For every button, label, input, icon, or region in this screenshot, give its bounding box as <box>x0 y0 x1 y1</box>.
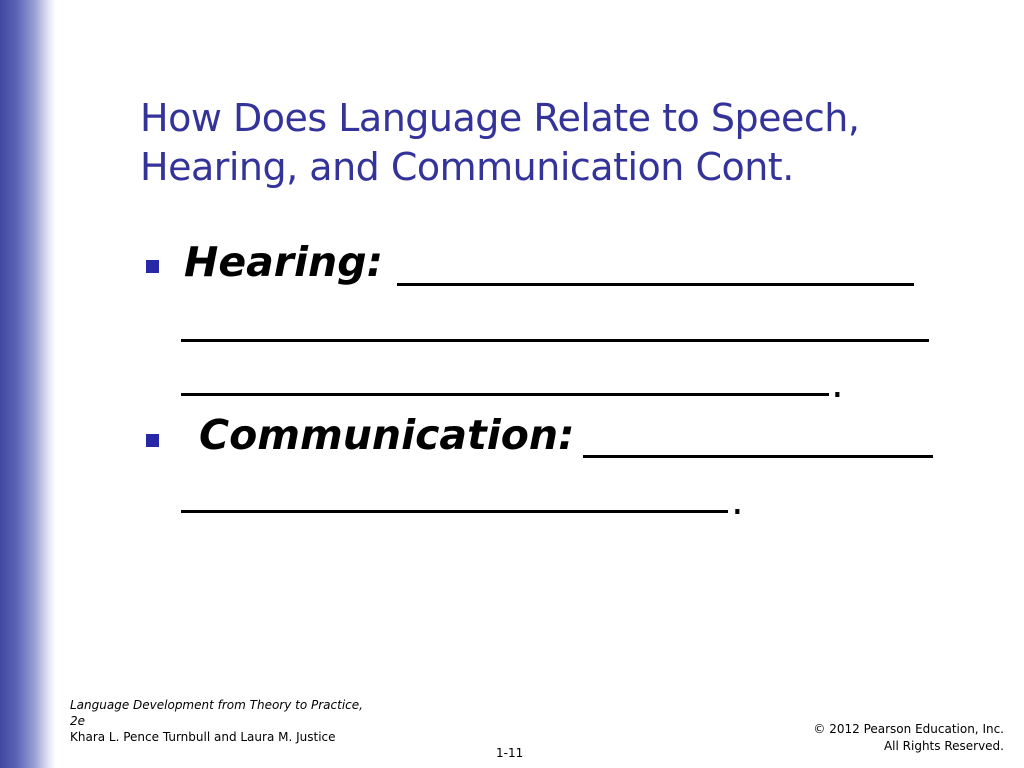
fill-in-blank <box>181 393 829 396</box>
book-title: Language Development from Theory to Practice, 2e <box>70 698 363 728</box>
page-number: 1-11 <box>496 746 524 760</box>
bullet-communication <box>199 411 575 459</box>
sentence-period: . <box>731 478 744 524</box>
title-line-1: How Does Language Relate to Speech, <box>140 96 860 140</box>
bullet-hearing <box>184 238 383 286</box>
footer-book-info <box>70 697 370 745</box>
title-line-2: Hearing, and Communication Cont. <box>140 145 794 189</box>
copyright-line-2: All Rights Reserved. <box>883 739 1004 753</box>
fill-in-blank <box>397 283 914 286</box>
book-authors: Khara L. Pence Turnbull and Laura M. Justice <box>70 730 336 744</box>
term-communication: Communication: <box>199 411 575 459</box>
fill-in-blank <box>181 510 728 513</box>
footer-copyright <box>813 721 1004 755</box>
copyright-line-1: © 2012 Pearson Education, Inc. <box>813 722 1004 736</box>
fill-in-blank <box>181 339 929 342</box>
fill-in-blank <box>583 455 933 458</box>
square-bullet-icon <box>146 434 159 447</box>
sentence-period: . <box>831 361 844 407</box>
square-bullet-icon <box>146 260 159 273</box>
term-hearing: Hearing: <box>184 238 383 286</box>
